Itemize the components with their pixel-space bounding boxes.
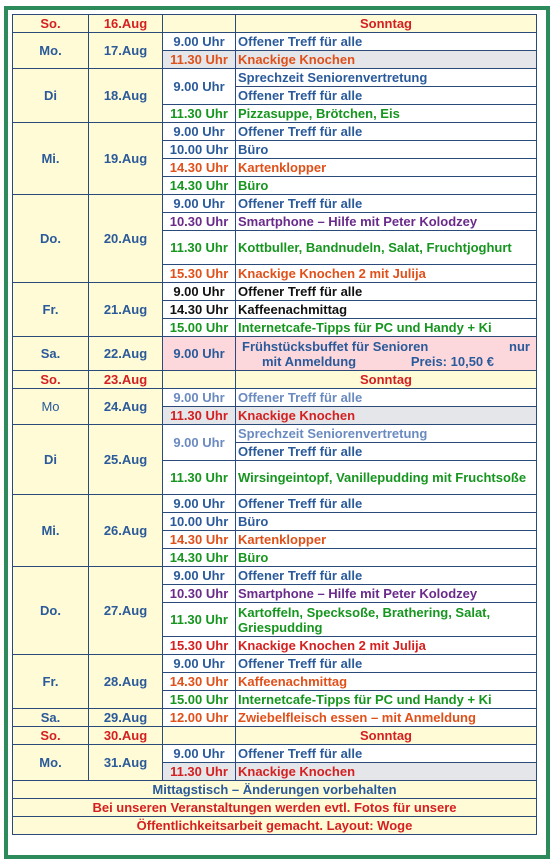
date-cell: 29.Aug [89,709,163,727]
date-cell: 30.Aug [89,727,163,745]
activity-cell: Knackige Knochen [236,407,537,425]
activity-cell: Büro [236,141,537,159]
time-cell [163,727,236,745]
activity-cell: Knackige Knochen [236,51,537,69]
activity-cell: Smartphone – Hilfe mit Peter Kolodzey [236,585,537,603]
time-cell: 14.30 Uhr [163,177,236,195]
date-cell: 20.Aug [89,195,163,283]
schedule-row [13,69,537,87]
activity-cell: Internetcafe-Tipps für PC und Handy + Ki [236,691,537,709]
time-cell: 11.30 Uhr [163,763,236,781]
weekday-cell: Di [13,69,89,123]
footer-row [13,817,537,835]
activity-cell: Kottbuller, Bandnudeln, Salat, Fruchtjoghurt [236,231,537,265]
time-cell: 11.30 Uhr [163,461,236,495]
weekday-cell: Mo. [13,33,89,69]
weekday-cell: Do. [13,195,89,283]
weekday-cell: Mi. [13,123,89,195]
sunday-label: Sonntag [236,371,537,389]
activity-cell: Offener Treff für alle [236,123,537,141]
time-cell: 9.00 Uhr [163,69,236,105]
time-cell: 11.30 Uhr [163,603,236,637]
date-cell: 28.Aug [89,655,163,709]
time-cell: 15.30 Uhr [163,265,236,283]
time-cell: 9.00 Uhr [163,123,236,141]
activity-cell [236,337,537,371]
time-cell: 9.00 Uhr [163,655,236,673]
activity-cell: Büro [236,177,537,195]
date-cell: 23.Aug [89,371,163,389]
time-cell: 11.30 Uhr [163,231,236,265]
activity-cell: Wirsingeintopf, Vanillepudding mit Fruchtsoße [236,461,537,495]
schedule-row [13,745,537,763]
time-cell: 11.30 Uhr [163,51,236,69]
footer-row [13,799,537,817]
weekday-cell: So. [13,15,89,33]
time-cell: 9.00 Uhr [163,389,236,407]
time-cell [163,15,236,33]
time-cell: 10.00 Uhr [163,141,236,159]
time-cell: 9.00 Uhr [163,195,236,213]
activity-cell: Pizzasuppe, Brötchen, Eis [236,105,537,123]
date-cell: 22.Aug [89,337,163,371]
activity-cell: Sprechzeit Seniorenvertretung [236,425,537,443]
time-cell: 14.30 Uhr [163,673,236,691]
schedule-row [13,495,537,513]
time-cell: 9.00 Uhr [163,567,236,585]
time-cell: 10.00 Uhr [163,513,236,531]
weekday-cell: Fr. [13,655,89,709]
time-cell: 14.30 Uhr [163,549,236,567]
date-cell: 18.Aug [89,69,163,123]
date-cell: 19.Aug [89,123,163,195]
time-cell: 15.30 Uhr [163,637,236,655]
footer-layout-note: Öffentlichkeitsarbeit gemacht. Layout: Woge [13,817,537,835]
activity-cell: Offener Treff für alle [236,567,537,585]
activity-cell: Internetcafe-Tipps für PC und Handy + Ki [236,319,537,337]
special-offer-title: Frühstücksbuffet für Senioren [242,338,429,354]
date-cell: 26.Aug [89,495,163,567]
weekday-cell: So. [13,371,89,389]
special-offer-price: Preis: 10,50 € [410,353,494,369]
schedule-row [13,33,537,51]
weekday-cell: Do. [13,567,89,655]
schedule-row [13,195,537,213]
time-cell: 11.30 Uhr [163,407,236,425]
date-cell: 21.Aug [89,283,163,337]
time-cell: 14.30 Uhr [163,531,236,549]
time-cell: 14.30 Uhr [163,301,236,319]
weekday-cell: Mi. [13,495,89,567]
time-cell: 9.00 Uhr [163,745,236,763]
schedule-table [12,14,537,835]
time-cell: 11.30 Uhr [163,105,236,123]
activity-cell: Offener Treff für alle [236,283,537,301]
special-offer-note: nur [509,338,530,354]
footer-lunch-note: Mittagstisch – Änderungen vorbehalten [13,781,537,799]
activity-cell: Kaffeenachmittag [236,301,537,319]
activity-cell: Offener Treff für alle [236,443,537,461]
weekday-cell: Sa. [13,709,89,727]
schedule-row [13,727,537,745]
schedule-row [13,655,537,673]
special-offer-registration: mit Anmeldung [262,353,357,369]
schedule-row [13,283,537,301]
activity-cell: Smartphone – Hilfe mit Peter Kolodzey [236,213,537,231]
date-cell: 27.Aug [89,567,163,655]
schedule-row [13,371,537,389]
activity-cell: Büro [236,549,537,567]
time-cell: 9.00 Uhr [163,33,236,51]
date-cell: 25.Aug [89,425,163,495]
weekday-cell: Fr. [13,283,89,337]
time-cell: 14.30 Uhr [163,159,236,177]
time-cell: 9.00 Uhr [163,425,236,461]
activity-cell: Büro [236,513,537,531]
schedule-row [13,123,537,141]
date-cell: 24.Aug [89,389,163,425]
schedule-row [13,389,537,407]
date-cell: 31.Aug [89,745,163,781]
activity-cell: Offener Treff für alle [236,389,537,407]
activity-cell: Offener Treff für alle [236,745,537,763]
activity-cell: Offener Treff für alle [236,495,537,513]
footer-row [13,781,537,799]
sunday-label: Sonntag [236,15,537,33]
activity-cell: Offener Treff für alle [236,87,537,105]
activity-cell: Offener Treff für alle [236,195,537,213]
footer-photo-note: Bei unseren Veranstaltungen werden evtl. Fotos für unsere [13,799,537,817]
sunday-label: Sonntag [236,727,537,745]
weekday-cell: Sa. [13,337,89,371]
schedule-row [13,567,537,585]
activity-cell: Kartenklopper [236,159,537,177]
activity-cell: Kartoffeln, Specksoße, Brathering, Salat, Griespudding [236,603,537,637]
schedule-row [13,337,537,371]
activity-cell: Knackige Knochen 2 mit Julija [236,265,537,283]
time-cell: 15.00 Uhr [163,319,236,337]
time-cell: 10.30 Uhr [163,585,236,603]
activity-cell: Sprechzeit Seniorenvertretung [236,69,537,87]
time-cell: 10.30 Uhr [163,213,236,231]
activity-cell: Offener Treff für alle [236,655,537,673]
activity-cell: Kartenklopper [236,531,537,549]
schedule-row [13,709,537,727]
activity-cell: Knackige Knochen [236,763,537,781]
activity-cell: Offener Treff für alle [236,33,537,51]
date-cell: 16.Aug [89,15,163,33]
time-cell: 15.00 Uhr [163,691,236,709]
weekday-cell: Mo [13,389,89,425]
time-cell [163,371,236,389]
weekday-cell: Mo. [13,745,89,781]
schedule-row [13,425,537,443]
weekday-cell: Di [13,425,89,495]
time-cell: 9.00 Uhr [163,283,236,301]
activity-cell: Knackige Knochen 2 mit Julija [236,637,537,655]
time-cell: 9.00 Uhr [163,495,236,513]
date-cell: 17.Aug [89,33,163,69]
activity-cell: Zwiebelfleisch essen – mit Anmeldung [236,709,537,727]
activity-cell: Kaffeenachmittag [236,673,537,691]
time-cell: 12.00 Uhr [163,709,236,727]
weekday-cell: So. [13,727,89,745]
time-cell: 9.00 Uhr [163,337,236,371]
schedule-row [13,15,537,33]
